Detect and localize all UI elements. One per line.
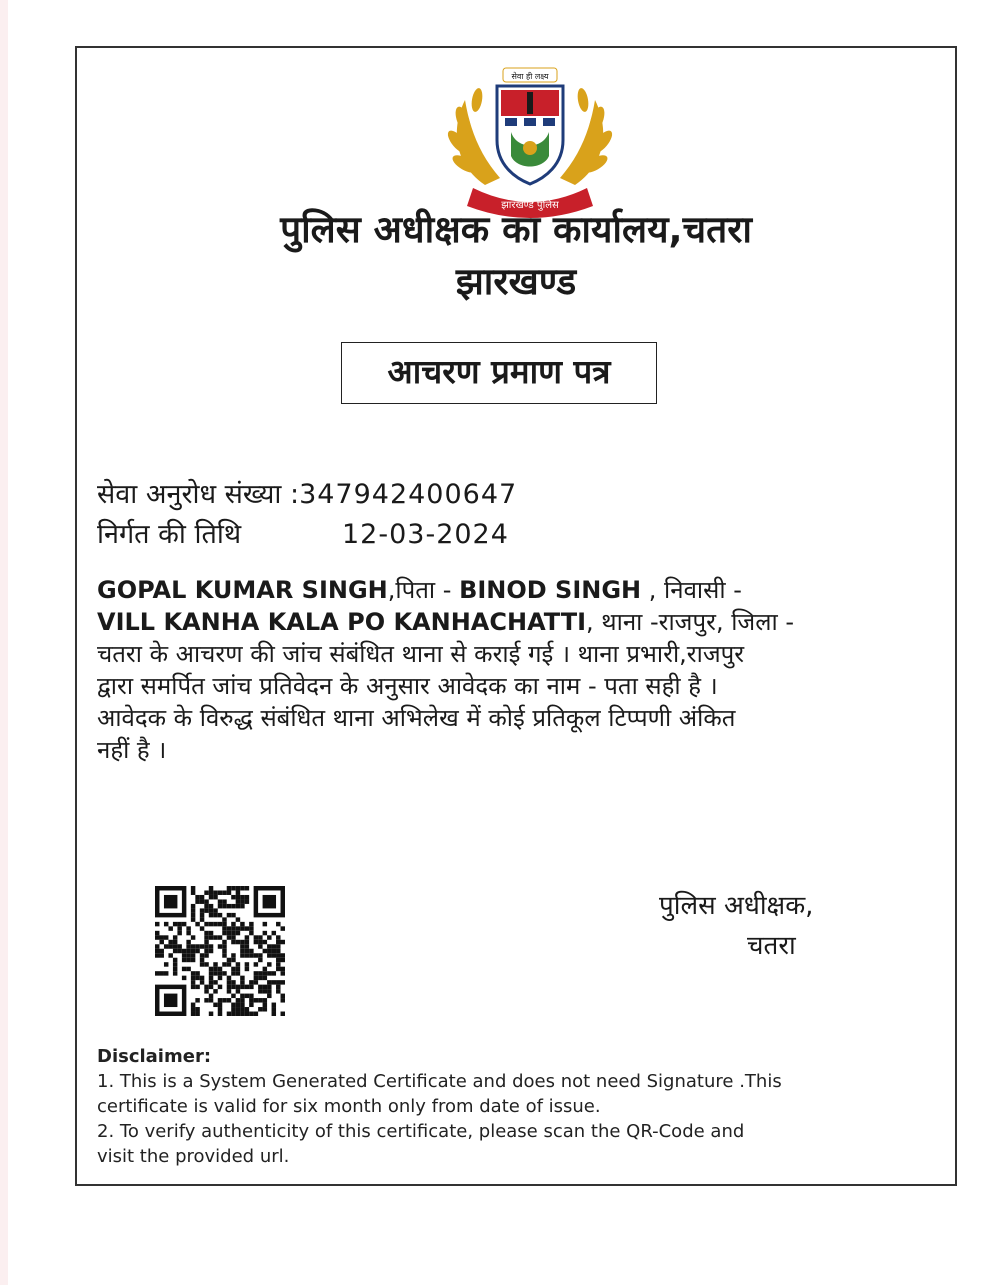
father-name: BINOD SINGH [459, 576, 642, 604]
father-label: ,पिता - [387, 576, 460, 604]
certificate-heading: आचरण प्रमाण पत्र [341, 342, 657, 404]
applicant-address: VILL KANHA KALA PO KANHACHATTI [97, 608, 587, 636]
residence-label: , निवासी - [641, 576, 742, 604]
verification-qr-code [155, 886, 285, 1016]
signatory-place: चतरा [747, 931, 796, 961]
station-district: , थाना -राजपुर, जिला - [586, 608, 794, 636]
page-edge-strip [0, 0, 8, 1285]
emblem-motto: सेवा ही लक्ष्य [511, 72, 549, 81]
body-line-1 [97, 574, 927, 606]
body-line-3: चतरा के आचरण की जांच संबंधित थाना से कराई गई । थाना प्रभारी,राजपुर [97, 640, 745, 668]
body-line-4: द्वारा समर्पित जांच प्रतिवेदन के अनुसार आवेदक का नाम - पता सही है । [97, 672, 718, 700]
service-request-label: सेवा अनुरोध संख्या : [97, 479, 300, 510]
office-title: पुलिस अधीक्षक का कार्यालय,चतरा [280, 208, 752, 251]
state-title: झारखण्ड [455, 260, 577, 303]
service-request-number: 347942400647 [299, 479, 518, 510]
applicant-name: GOPAL KUMAR SINGH [97, 576, 388, 604]
emblem-ribbon-text: झारखण्ड पुलिस [501, 200, 559, 211]
body-line-2 [97, 606, 927, 638]
jharkhand-police-emblem [425, 60, 635, 220]
signatory-title: पुलिस अधीक्षक, [659, 891, 814, 921]
certificate-body [97, 574, 927, 766]
disclaimer-line: visit the provided url. [97, 1146, 290, 1167]
body-line-5: आवेदक के विरुद्ध संबंधित थाना अभिलेख में कोई प्रतिकूल टिप्पणी अंकित [97, 704, 736, 732]
disclaimer [97, 1044, 937, 1169]
body-line-6: नहीं है । [97, 736, 167, 764]
service-request-row [97, 478, 517, 512]
certificate-frame [75, 46, 957, 1186]
disclaimer-line: 1. This is a System Generated Certificate and does not need Signature .This [97, 1071, 782, 1092]
issue-date-label: निर्गत की तिथि [97, 519, 242, 550]
disclaimer-line: 2. To verify authenticity of this certificate, please scan the QR-Code and [97, 1121, 745, 1142]
disclaimer-line: certificate is valid for six month only from date of issue. [97, 1096, 601, 1117]
issue-date-row [97, 518, 509, 552]
issue-date-value: 12-03-2024 [342, 519, 509, 550]
signature-block [659, 886, 813, 966]
disclaimer-title: Disclaimer: [97, 1046, 212, 1067]
